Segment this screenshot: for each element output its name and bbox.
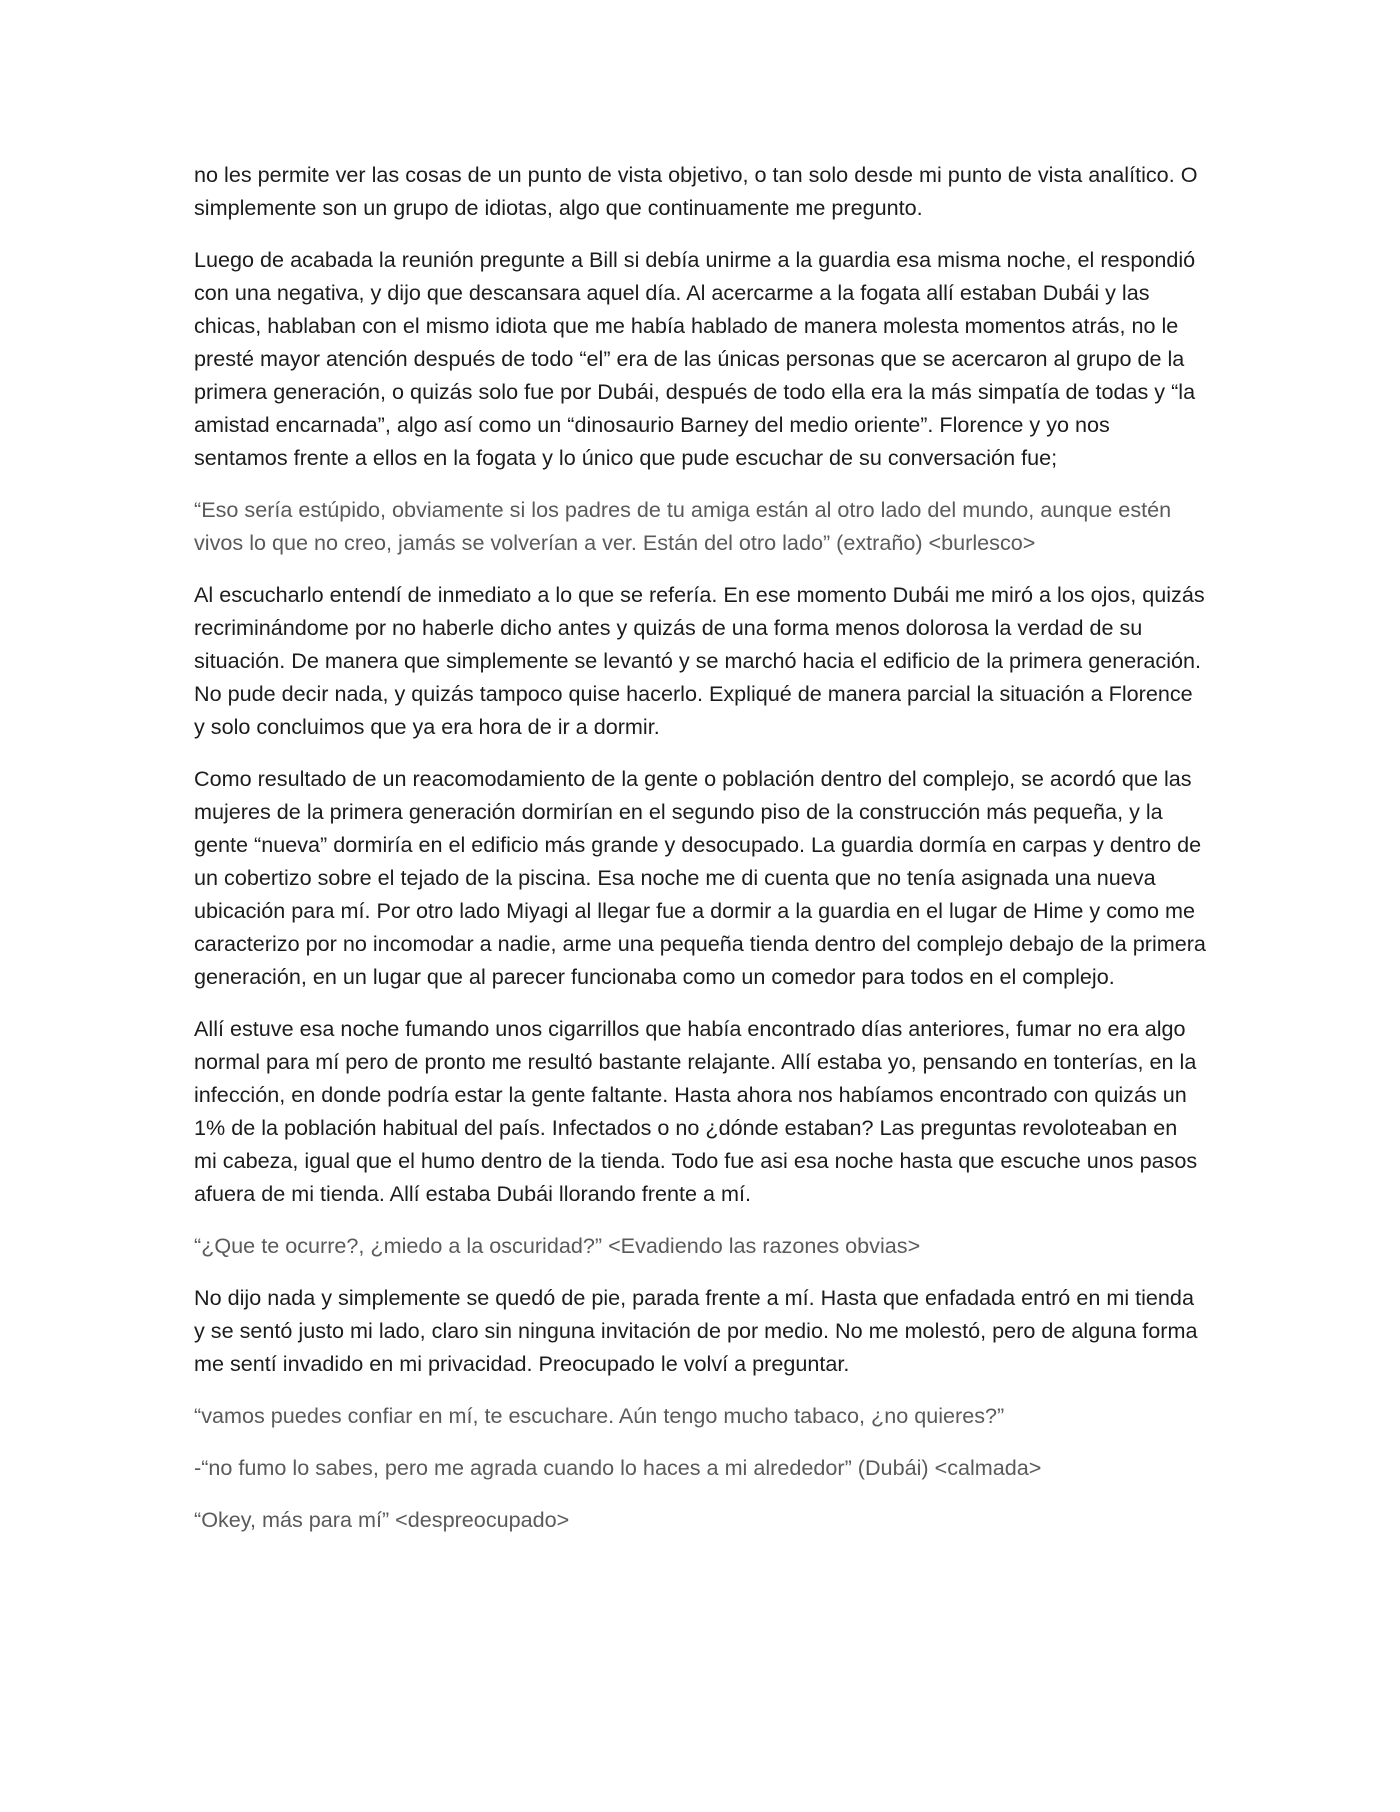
narration-paragraph: Luego de acabada la reunión pregunte a Bill si debía unirme a la guardia esa misma noche, el respondió con una negativa, y dijo que descansara aquel día. Al acercarme a la fogata allí estaban Dubái y las chicas, hablaban con el mismo idiota que me había hablado de manera molesta momentos atrás, no le presté mayor atención después de todo “el” era de las únicas personas que se acercaron al grupo de la primera generación, o quizás solo fue por Dubái, después de todo ella era la más simpatía de todas y “la amistad encarnada”, algo así como un “dinosaurio Barney del medio oriente”. Florence y yo nos sentamos frente a ellos en la fogata y lo único que pude escuchar de su conversación fue; [194, 247, 1196, 470]
dialogue-paragraph: “Eso sería estúpido, obviamente si los padres de tu amiga están al otro lado del mundo, aunque estén vivos lo que no creo, jamás se volverían a ver. Están del otro lado” (extraño) <burlesco> [194, 497, 1172, 555]
document-page [194, 158, 1206, 1555]
narration-paragraph: Allí estuve esa noche fumando unos cigarrillos que había encontrado días anteriores, fumar no era algo normal para mí pero de pronto me resultó bastante relajante. Allí estaba yo, pensando en tonterías, en la infección, en donde podría estar la gente faltante. Hasta ahora nos habíamos encontrado con quizás un 1% de la población habitual del país. Infectados o no ¿dónde estaban? Las preguntas revoloteaban en mi cabeza, igual que el humo dentro de la tienda. Todo fue asi esa noche hasta que escuche unos pasos afuera de mi tienda. Allí estaba Dubái llorando frente a mí. [194, 1016, 1198, 1206]
dialogue-paragraph: “Okey, más para mí” <despreocupado> [194, 1507, 570, 1532]
dialogue-paragraph: “vamos puedes confiar en mí, te escuchare. Aún tengo mucho tabaco, ¿no quieres?” [194, 1403, 1005, 1428]
narration-paragraph: Como resultado de un reacomodamiento de la gente o población dentro del complejo, se acordó que las mujeres de la primera generación dormirían en el segundo piso de la construcción más pequeña, y la gente “nueva” dormiría en el edificio más grande y desocupado. La guardia dormía en carpas y dentro de un cobertizo sobre el tejado de la piscina. Esa noche me di cuenta que no tenía asignada una nueva ubicación para mí. Por otro lado Miyagi al llegar fue a dormir a la guardia en el lugar de Hime y como me caracterizo por no incomodar a nadie, arme una pequeña tienda dentro del complejo debajo de la primera generación, en un lugar que al parecer funcionaba como un comedor para todos en el complejo. [194, 766, 1206, 989]
dialogue-paragraph: -“no fumo lo sabes, pero me agrada cuando lo haces a mi alrededor” (Dubái) <calmada> [194, 1455, 1042, 1480]
narration-paragraph: no les permite ver las cosas de un punto de vista objetivo, o tan solo desde mi punto de vista analítico. O simplemente son un grupo de idiotas, algo que continuamente me pregunto. [194, 162, 1198, 220]
narration-paragraph: Al escucharlo entendí de inmediato a lo que se refería. En ese momento Dubái me miró a los ojos, quizás recriminándome por no haberle dicho antes y quizás de una forma menos dolorosa la verdad de su situación. De manera que simplemente se levantó y se marchó hacia el edificio de la primera generación. No pude decir nada, y quizás tampoco quise hacerlo. Expliqué de manera parcial la situación a Florence y solo concluimos que ya era hora de ir a dormir. [194, 582, 1205, 739]
narration-paragraph: No dijo nada y simplemente se quedó de pie, parada frente a mí. Hasta que enfadada entró en mi tienda y se sentó justo mi lado, claro sin ninguna invitación de por medio. No me molestó, pero de alguna forma me sentí invadido en mi privacidad. Preocupado le volví a preguntar. [194, 1285, 1198, 1376]
dialogue-paragraph: “¿Que te ocurre?, ¿miedo a la oscuridad?” <Evadiendo las razones obvias> [194, 1233, 921, 1258]
